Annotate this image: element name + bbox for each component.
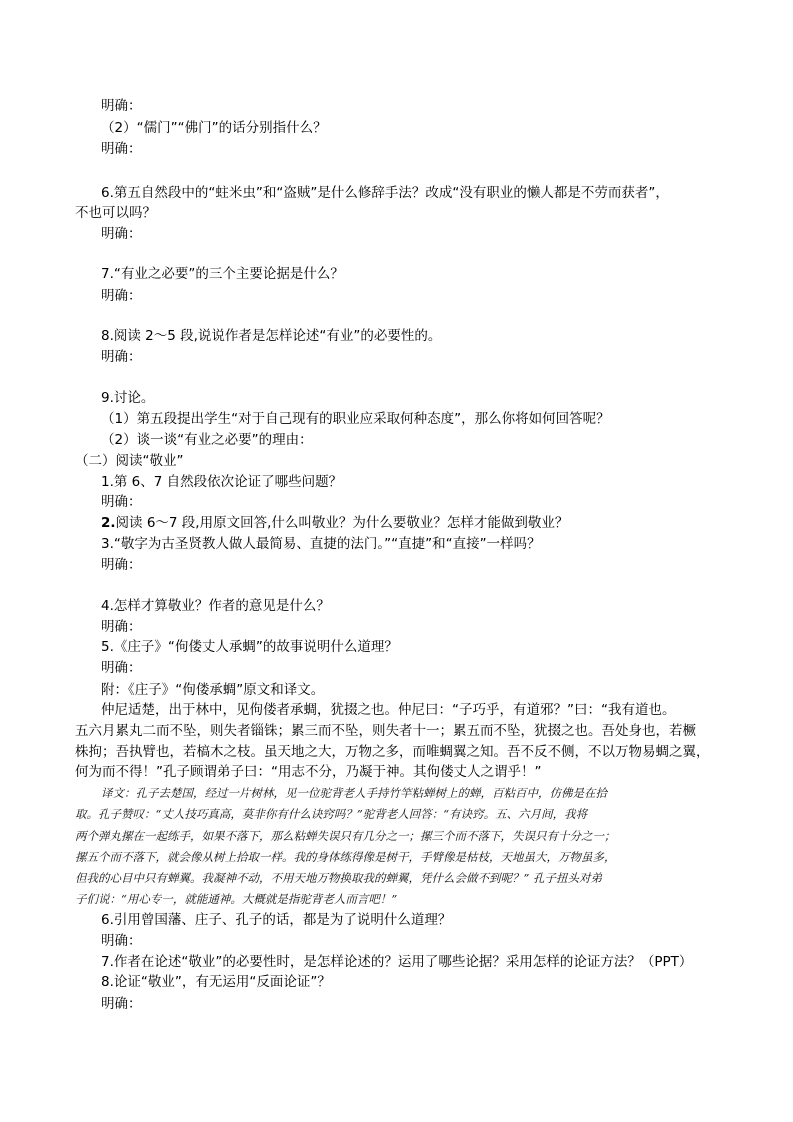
translation-line-3: 两个弹丸摞在一起练手，如果不落下，那么粘蝉失误只有几分之一；摞三个而不落下，失误只有十分之一； (75, 829, 616, 843)
answer-label: 明确： (101, 660, 142, 676)
translation-line-4: 摞五个而不落下，就会像从树上拾取一样。我的身体练得像是树干，手臂像是枯枝，天地虽大，万物虽多， (75, 850, 616, 864)
question-7-argument: 7.作者在论述“敬业”的必要性时，是怎样论述的？运用了哪些论据？采用怎样的论证方法？（PPT） (101, 954, 693, 970)
discussion-item-2: （2）谈一谈“有业之必要”的理由： (101, 432, 313, 448)
answer-label: 明确： (101, 494, 142, 510)
question-2 (101, 514, 568, 532)
question-1: 1.第 6、7 自然段依次论证了哪些问题？ (101, 474, 343, 490)
zhuangzi-original-line-1: 仲尼适楚，出于林中，见佝偻者承蜩，犹掇之也。仲尼曰：“子巧乎，有道邪？”曰：“我有道也。 (101, 702, 676, 718)
zhuangzi-original-line-3: 株拘；吾执臂也，若槁木之枝。虽天地之大，万物之多，而唯蜩翼之知。吾不反不侧，不以万物易蜩之翼， (75, 744, 710, 760)
question-6-continued: 不也可以吗？ (75, 205, 156, 221)
zhuangzi-original-line-4: 何为而不得！”孔子顾谓弟子曰：“用志不分，乃凝于神。其佝偻丈人之谓乎！” (75, 764, 542, 780)
answer-label: 明确： (101, 141, 142, 157)
translation-line-6: 子们说：“用心专一，就能通神。大概就是指驼背老人而言吧！” (75, 892, 398, 906)
translation-line-5: 但我的心目中只有蝉翼。我凝神不动，不用天地万物换取我的蝉翼，凭什么会做不到呢？” 孔子扭头对弟 (75, 871, 603, 885)
question-9: 9.讨论。 (101, 390, 155, 406)
zhuangzi-original-line-2: 五六月累丸二而不坠，则失者锱铢；累三而不坠，则失者十一；累五而不坠，犹掇之也。吾处身也，若橛 (75, 723, 696, 739)
question-2-number: 2. (101, 515, 116, 531)
question-2-text: 阅读 6～7 段,用原文回答,什么叫敬业？为什么要敬业？怎样才能做到敬业？ (115, 515, 569, 531)
question-2-confucian-buddhist: （2）“儒门”“佛门”的话分别指什么？ (101, 120, 327, 136)
answer-label: 明确： (101, 619, 142, 635)
question-6: 6.第五自然段中的“蛀米虫”和“盗贼”是什么修辞手法？改成“没有职业的懒人都是不劳而获者”， (101, 185, 669, 201)
answer-label: 明确： (101, 996, 142, 1012)
answer-label: 明确： (101, 557, 142, 573)
answer-label: 明确： (101, 98, 142, 114)
answer-label: 明确： (101, 349, 142, 365)
question-8-counter-argument: 8.论证“敬业”，有无运用“反面论证”？ (101, 974, 331, 990)
section-heading-respect-work: （二）阅读“敬业” (75, 453, 184, 469)
question-7: 7.“有业之必要”的三个主要论据是什么？ (101, 266, 344, 282)
discussion-item-1: （1）第五段提出学生“对于自己现有的职业应采取何种态度”，那么你将如何回答呢？ (101, 411, 610, 427)
answer-label: 明确： (101, 288, 142, 304)
translation-line-1: 译文：孔子去楚国，经过一片树林，见一位驼背老人手持竹竿粘蝉树上的蝉，百粘百中，仿佛是在拾 (101, 786, 607, 800)
answer-label: 明确： (101, 226, 142, 242)
translation-line-2: 取。孔子赞叹：“丈人技巧真高，莫非你有什么诀窍吗？”驼背老人回答：“有诀窍。五、六月间，我将 (75, 807, 588, 821)
question-8: 8.阅读 2～5 段,说说作者是怎样论述“有业”的必要性的。 (101, 328, 442, 344)
question-6-quotes: 6.引用曾国藩、庄子、孔子的话，都是为了说明什么道理？ (101, 912, 452, 928)
answer-label: 明确： (101, 933, 142, 949)
question-5: 5.《庄子》“佝偻丈人承蜩”的故事说明什么道理？ (101, 639, 398, 655)
appendix-heading: 附：《庄子》“佝偻承蜩”原文和译文。 (101, 682, 325, 698)
question-3: 3.“敬字为古圣贤教人做人最简易、直捷的法门。”“直捷”和“直接”一样吗？ (101, 536, 541, 552)
question-4: 4.怎样才算敬业？作者的意见是什么？ (101, 598, 330, 614)
